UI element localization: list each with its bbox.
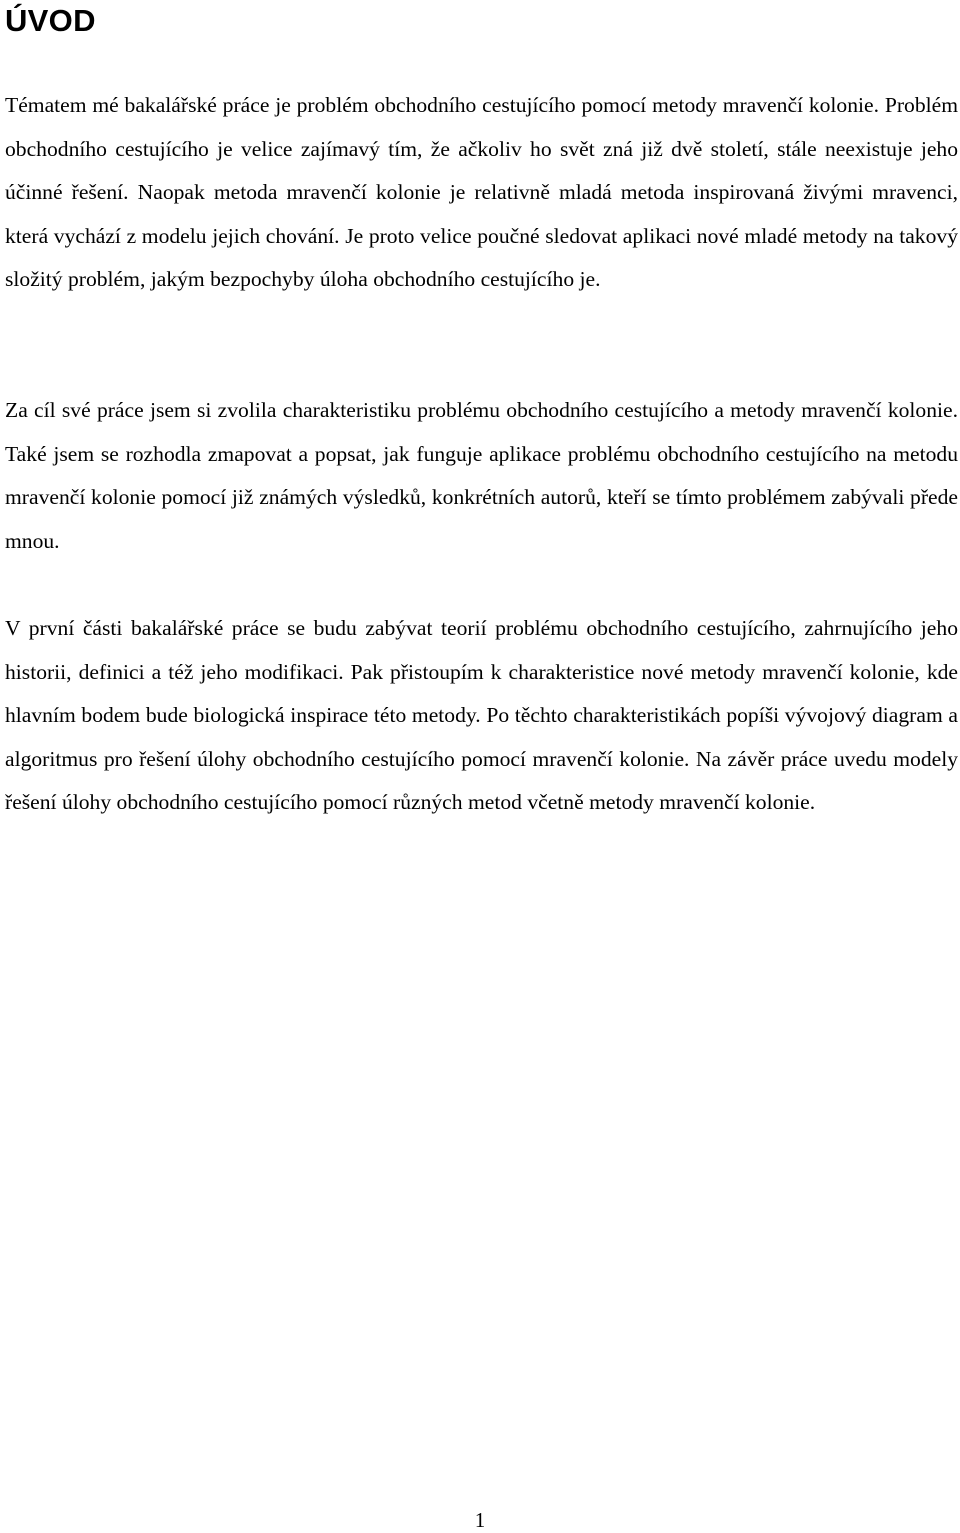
paragraph-structure: V první části bakalářské práce se budu zabývat teorií problému obchodního cestujícího, zahrnujícího jeho historii, definici a též jeho modifikaci. Pak přistoupím k charakteristice nové metody mravenčí kolonie, kde hlavním bodem bude biologická inspirace této metody. Po těchto charakteristikách popíši vývojový diagram a algoritmus pro řešení úlohy obchodního cestujícího pomocí mravenčí kolonie. Na závěr práce uvedu modely řešení úlohy obchodního cestujícího pomocí různých metod včetně metody mravenčí kolonie. xyxy=(5,616,958,814)
page-number: 1 xyxy=(474,1508,486,1532)
paragraph-introduction: Tématem mé bakalářské práce je problém obchodního cestujícího pomocí metody mravenčí kolonie. Problém obchodního cestujícího je velice zajímavý tím, že ačkoliv ho svět zná již dvě století, stále neexistuje jeho účinné řešení. Naopak metoda mravenčí kolonie je relativně mladá metoda inspirovaná živými mravenci, která vychází z modelu jejich chování. Je proto velice poučné sledovat aplikaci nové mladé metody na takový složitý problém, jakým bezpochyby úloha obchodního cestujícího je. xyxy=(5,93,958,291)
paragraph-goals: Za cíl své práce jsem si zvolila charakteristiku problému obchodního cestujícího a metody mravenčí kolonie. Také jsem se rozhodla zmapovat a popsat, jak funguje aplikace problému obchodního cestujícího na metodu mravenčí kolonie pomocí již známých výsledků, konkrétních autorů, kteří se tímto problémem zabývali přede mnou. xyxy=(5,398,958,553)
section-heading: ÚVOD xyxy=(5,3,96,38)
